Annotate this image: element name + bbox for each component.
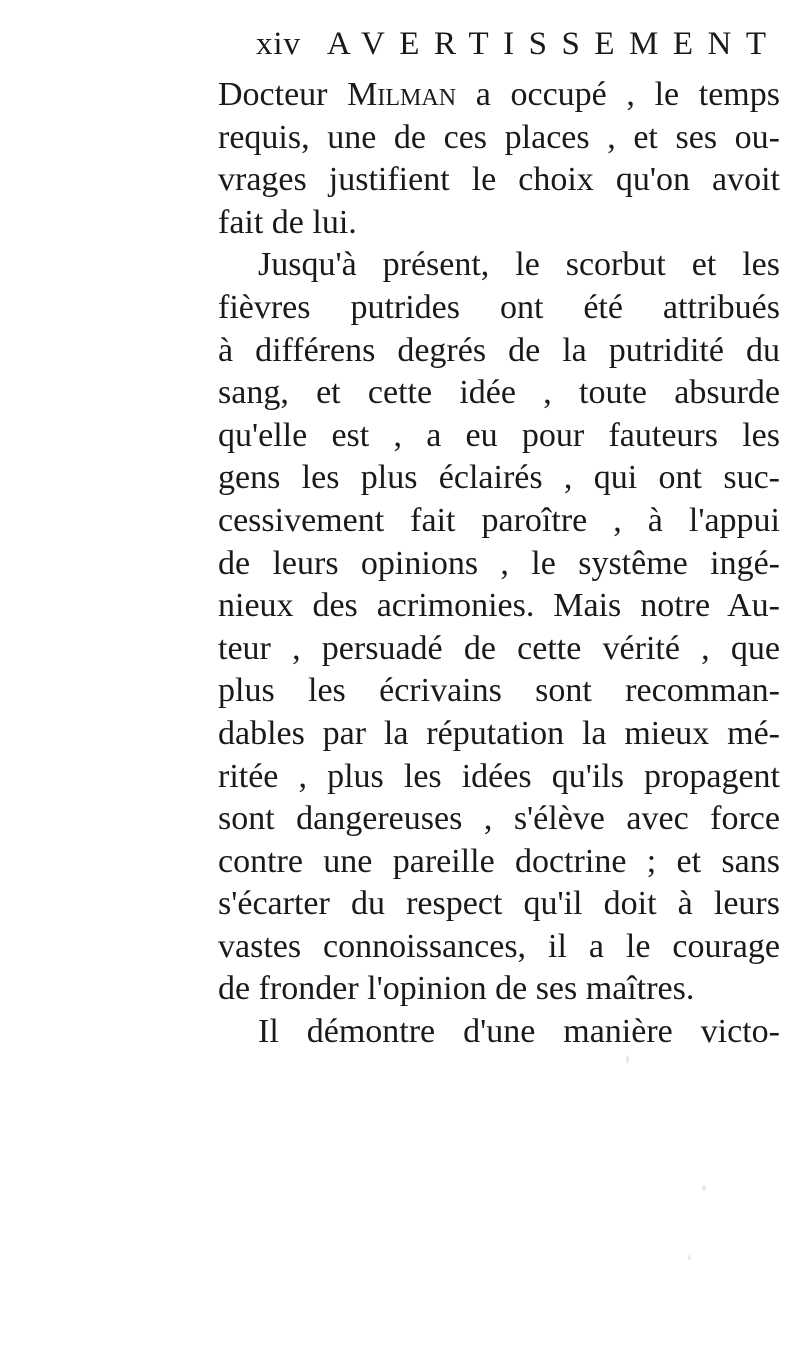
- body-text: [218, 74, 780, 1054]
- text-line: de leurs opinions , le systême ingé-: [218, 544, 780, 582]
- text-line: fièvres putrides ont été attribués: [218, 288, 780, 326]
- text-line: à différens degrés de la putridité du: [218, 331, 780, 369]
- text-line: [218, 74, 780, 117]
- author-name: Milman: [347, 76, 457, 113]
- paper-spot: [626, 1055, 629, 1063]
- text-fragment: Docteur: [218, 76, 348, 113]
- text-line: requis, une de ces places , et ses ou-: [218, 118, 780, 156]
- text-line: cessivement fait paroître , à l'appui: [218, 501, 780, 539]
- text-line: teur , persuadé de cette vérité , que: [218, 629, 780, 667]
- header-title: AVERTISSEMENT: [326, 26, 781, 62]
- text-line: sang, et cette idée , toute absurde: [218, 374, 780, 412]
- text-line: s'écarter du respect qu'il doit à leurs: [218, 885, 780, 923]
- paper-spot: [688, 1255, 691, 1260]
- text-line: plus les écrivains sont recomman-: [218, 672, 780, 710]
- text-line: gens les plus éclairés , qui ont suc-: [218, 459, 780, 497]
- paper-spot: [702, 1185, 706, 1191]
- text-line: qu'elle est , a eu pour fauteurs les: [218, 416, 780, 454]
- text-line: nieux des acrimonies. Mais notre Au-: [218, 587, 780, 625]
- running-header: [256, 26, 780, 63]
- paragraph-start-line: Jusqu'à présent, le scorbut et les: [258, 246, 780, 284]
- text-line: fait de lui.: [218, 203, 357, 241]
- text-line: Il démontre d'une manière victo-: [258, 1013, 780, 1051]
- text-line: contre une pareille doctrine ; et sans: [218, 842, 780, 880]
- text-line: vastes connoissances, il a le courage: [218, 927, 780, 965]
- text-line: dables par la réputation la mieux mé-: [218, 714, 780, 752]
- text-line: sont dangereuses , s'élève avec force: [218, 800, 780, 838]
- page-number: xiv: [256, 26, 301, 62]
- text-line: de fronder l'opinion de ses maîtres.: [218, 970, 695, 1008]
- text-fragment: a occupé , le temps: [456, 76, 780, 113]
- text-line: ritée , plus les idées qu'ils propagent: [218, 757, 780, 795]
- text-line: vrages justifient le choix qu'on avoit: [218, 161, 780, 199]
